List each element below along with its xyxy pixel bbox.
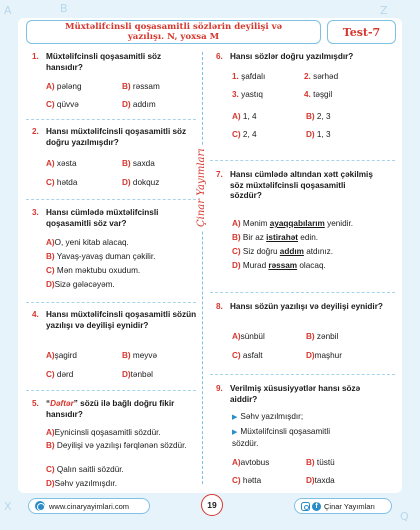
option-text: dokquz xyxy=(132,178,160,187)
option-a[interactable] xyxy=(46,351,77,362)
triangle-bullet-icon: ▶ xyxy=(232,429,238,436)
option-text: maşhur xyxy=(314,351,342,360)
question-text: Hansı müxtəlifcinsli qoşasamitli söz doğru yazılmışdır? xyxy=(46,127,187,147)
triangle-bullet-icon: ▶ xyxy=(232,414,238,421)
option-text: addım xyxy=(132,100,156,109)
question-text: Hansı sözlər doğru yazılmışdır? xyxy=(230,52,354,61)
background-letter: A xyxy=(4,4,12,17)
option-c[interactable] xyxy=(232,130,257,141)
option-text: 1, 4 xyxy=(242,112,257,121)
option-letter: D) xyxy=(306,476,315,485)
option-b[interactable] xyxy=(122,82,160,93)
statement-text: şafdalı xyxy=(241,72,266,81)
question-8 xyxy=(216,302,386,313)
option-d[interactable] xyxy=(122,100,156,111)
option-text: hətta xyxy=(242,476,262,485)
question-6 xyxy=(216,52,394,63)
option-text: qüvvə xyxy=(56,100,79,109)
question-1 xyxy=(32,52,197,73)
statement-text: sərhəd xyxy=(313,72,339,81)
option-text: Eynicinsli qoşasamitli sözdür. xyxy=(54,428,161,437)
question-text: Hansı cümlədə müxtəlifcinsli qoşasamitli söz var? xyxy=(46,208,159,228)
statement-number: 2. xyxy=(304,72,311,81)
criterion-1 xyxy=(232,412,303,424)
question-divider xyxy=(26,199,196,200)
option-letter: D) xyxy=(232,261,241,270)
option-letter: A) xyxy=(232,112,241,121)
option-letter: A) xyxy=(46,238,55,247)
option-letter: D) xyxy=(306,130,315,139)
option-letter: A) xyxy=(232,219,241,228)
statement-2 xyxy=(304,72,338,83)
statement-3 xyxy=(232,90,263,101)
option-d[interactable] xyxy=(122,178,159,189)
option-b[interactable] xyxy=(122,351,157,362)
option-letter: C) xyxy=(46,266,55,275)
option-letter: D) xyxy=(122,370,131,379)
underlined-word: ayaqqabılarım xyxy=(269,219,325,228)
statement-text: yastıq xyxy=(241,90,263,99)
option-c[interactable] xyxy=(46,178,77,189)
option-b[interactable] xyxy=(306,112,331,123)
option-text: meyvə xyxy=(132,351,158,360)
question-number: 5. xyxy=(32,399,39,408)
column-divider xyxy=(202,52,203,484)
statement-number: 1. xyxy=(232,72,239,81)
question-number: 8. xyxy=(216,302,223,311)
criterion-text: Səhv yazılmışdır; xyxy=(240,412,304,421)
option-text-rest: olacaq. xyxy=(297,261,326,270)
quoted-word: Dəftər xyxy=(50,399,74,408)
option-text: rəssam xyxy=(132,82,160,91)
option-letter: D) xyxy=(46,479,55,488)
option-c[interactable] xyxy=(46,370,73,381)
page-title xyxy=(26,20,321,44)
option-text: zənbil xyxy=(316,332,339,341)
underlined-word: istirahət xyxy=(266,233,298,242)
globe-icon xyxy=(35,501,45,511)
option-text: Səhv yazılmışdır. xyxy=(54,479,117,488)
option-text: avtobus xyxy=(240,458,270,467)
option-d[interactable] xyxy=(306,130,331,141)
option-text: Yavaş-yavaş duman çəkilir. xyxy=(56,252,156,261)
question-text: Hansı müxtəlifcinsli qoşasamitli sözün yazılışı və deyilişi eynidir? xyxy=(46,310,197,330)
option-a[interactable] xyxy=(232,332,265,343)
question-text: Müxtəlifcinsli qoşasamitli söz hansıdır? xyxy=(46,52,162,72)
option-c[interactable] xyxy=(46,100,79,111)
option-a[interactable] xyxy=(46,238,129,249)
option-text: xəsta xyxy=(56,159,77,168)
underlined-word: addım xyxy=(279,247,304,256)
option-d[interactable] xyxy=(232,261,326,272)
option-letter: A) xyxy=(46,82,55,91)
question-text: Verilmiş xüsusiyyətlər hansı sözə aiddir? xyxy=(230,384,361,404)
page-number: 19 xyxy=(201,494,223,516)
statement-number: 3. xyxy=(232,90,239,99)
option-letter: B) xyxy=(122,159,131,168)
option-letter: D) xyxy=(122,178,131,187)
question-divider xyxy=(210,374,395,375)
criterion-2 xyxy=(232,427,342,449)
option-text: asfalt xyxy=(242,351,263,360)
option-text: Siz doğru xyxy=(242,247,280,256)
question-divider xyxy=(26,390,196,391)
option-c[interactable] xyxy=(46,465,124,476)
title-line-2: yazılışı. N, yoxsa M xyxy=(127,32,220,42)
option-text: Qalın saitli sözdür. xyxy=(56,465,124,474)
option-b[interactable] xyxy=(306,458,335,469)
option-text: Mən məktubu oxudum. xyxy=(56,266,141,275)
statement-4 xyxy=(304,90,332,101)
option-text: tüstü xyxy=(316,458,335,467)
option-text: O, yeni kitab alacaq. xyxy=(54,238,129,247)
option-letter: C) xyxy=(46,465,55,474)
social-text: Çinar Yayımları xyxy=(324,501,375,511)
option-letter: A) xyxy=(232,458,241,467)
option-text-rest: atdınız. xyxy=(303,247,334,256)
background-letter: Z xyxy=(380,4,388,17)
option-letter: C) xyxy=(232,247,241,256)
option-letter: A) xyxy=(46,351,55,360)
option-text: 2, 4 xyxy=(242,130,257,139)
question-text-rest: ” sözü ilə bağlı doğru fikir hansıdır? xyxy=(46,399,175,419)
question-number: 7. xyxy=(216,170,223,179)
vertical-brand-label: Çinar Yayımları xyxy=(196,146,207,230)
option-text: 1, 3 xyxy=(316,130,331,139)
website-link[interactable] xyxy=(28,498,150,514)
right-column xyxy=(216,52,396,492)
option-text: 2, 3 xyxy=(316,112,331,121)
option-b[interactable] xyxy=(306,332,338,343)
question-9 xyxy=(216,384,386,405)
question-number: 1. xyxy=(32,52,39,61)
background-letter: Q xyxy=(400,510,409,523)
question-7 xyxy=(216,170,374,202)
statement-text: təşgil xyxy=(313,90,333,99)
option-letter: D) xyxy=(122,100,131,109)
question-4 xyxy=(32,310,197,331)
option-letter: B) xyxy=(232,233,241,242)
question-text: Hansı cümlədə altından xətt çəkilmiş söz müxtəlifcinsli qoşasamitli sözdür? xyxy=(230,170,373,200)
option-text: taxda xyxy=(314,476,335,485)
option-a[interactable] xyxy=(232,112,257,123)
background-letter: B xyxy=(60,2,68,15)
criterion-text: Müxtəlifcinsli qoşasamitli sözdür. xyxy=(232,427,331,448)
option-letter: B) xyxy=(122,82,131,91)
question-divider xyxy=(26,302,196,303)
statement-1 xyxy=(232,72,265,83)
option-c[interactable] xyxy=(232,476,261,487)
option-text: hətda xyxy=(56,178,78,187)
option-a[interactable] xyxy=(46,428,161,439)
option-letter: C) xyxy=(46,370,55,379)
option-letter: B) xyxy=(46,252,55,261)
option-a[interactable] xyxy=(46,82,82,93)
option-letter: A) xyxy=(46,159,55,168)
background-letter: X xyxy=(4,500,12,513)
question-divider xyxy=(210,160,395,161)
option-letter: B) xyxy=(306,332,315,341)
underlined-word: rəssam xyxy=(268,261,298,270)
option-letter: B) xyxy=(306,112,315,121)
option-text: Murad xyxy=(242,261,269,270)
option-d[interactable] xyxy=(306,476,335,487)
option-b[interactable] xyxy=(122,159,155,170)
social-link[interactable] xyxy=(294,498,392,514)
option-letter: C) xyxy=(46,100,55,109)
test-label: Test-7 xyxy=(327,20,396,44)
option-text-rest: edin. xyxy=(298,233,319,242)
question-divider xyxy=(210,292,395,293)
option-letter: B) xyxy=(46,441,55,450)
instagram-icon xyxy=(301,502,310,511)
option-text: Bir az xyxy=(242,233,267,242)
option-c[interactable] xyxy=(46,266,140,277)
left-column xyxy=(32,52,202,492)
option-d[interactable] xyxy=(46,280,115,291)
option-text: pələng xyxy=(56,82,82,91)
option-letter: A) xyxy=(232,332,241,341)
question-text: Hansı sözün yazılışı və deyilişi eynidir? xyxy=(230,302,383,311)
option-a[interactable] xyxy=(232,458,269,469)
title-line-1: Müxtəlifcinsli qoşasamitli sözlərin deyilişi və xyxy=(64,22,283,32)
website-text: www.cinaryayimlari.com xyxy=(49,501,130,511)
option-letter: C) xyxy=(232,476,241,485)
option-b[interactable] xyxy=(46,252,155,263)
question-number: 9. xyxy=(216,384,223,393)
question-number: 3. xyxy=(32,208,39,217)
question-5 xyxy=(32,399,197,420)
question-3 xyxy=(32,208,197,229)
option-letter: B) xyxy=(122,351,131,360)
question-number: 4. xyxy=(32,310,39,319)
question-divider xyxy=(26,119,196,120)
quote-open: “ xyxy=(46,399,51,408)
option-letter: D) xyxy=(306,351,315,360)
option-letter: C) xyxy=(46,178,55,187)
option-text: şagird xyxy=(54,351,77,360)
option-text: Mənim xyxy=(242,219,270,228)
header xyxy=(26,20,396,44)
statement-number: 4. xyxy=(304,90,311,99)
option-letter: A) xyxy=(46,428,55,437)
option-d[interactable] xyxy=(306,351,342,362)
option-c[interactable] xyxy=(232,247,333,258)
option-letter: C) xyxy=(232,130,241,139)
option-b[interactable] xyxy=(46,441,196,452)
option-b[interactable] xyxy=(232,233,318,244)
option-a[interactable] xyxy=(232,219,353,230)
option-c[interactable] xyxy=(232,351,263,362)
option-text: Deyilişi və yazılışı fərqlənən sözdür. xyxy=(56,441,187,450)
option-a[interactable] xyxy=(46,159,77,170)
facebook-icon: f xyxy=(312,502,321,511)
option-text: sünbül xyxy=(240,332,265,341)
option-text: Sizə gələcəyəm. xyxy=(54,280,115,289)
footer xyxy=(18,498,402,518)
option-d[interactable] xyxy=(122,370,153,381)
option-text: dərd xyxy=(56,370,74,379)
option-text: saxda xyxy=(132,159,155,168)
option-d[interactable] xyxy=(46,479,117,490)
question-2 xyxy=(32,127,197,148)
option-letter: B) xyxy=(306,458,315,467)
question-number: 6. xyxy=(216,52,223,61)
option-text: tənbəl xyxy=(130,370,153,379)
option-text-rest: yenidir. xyxy=(324,219,354,228)
question-text xyxy=(32,399,197,420)
option-letter: C) xyxy=(232,351,241,360)
option-letter: D) xyxy=(46,280,55,289)
question-number: 2. xyxy=(32,127,39,136)
